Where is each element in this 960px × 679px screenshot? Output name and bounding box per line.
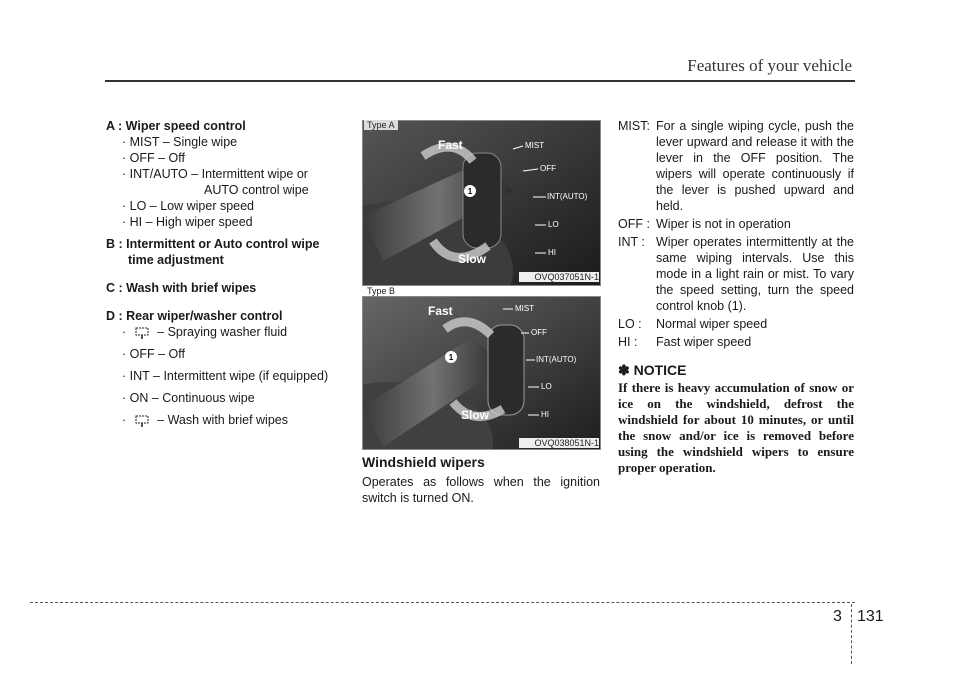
a-item-off: · OFF – Off (122, 151, 185, 165)
def-desc: Wiper operates intermittently at the same wiping intervals. Use this mode in a light rain or mist. To vary the speed setting, turn the speed control knob (1). (656, 235, 854, 313)
type-b-label: Type B (367, 286, 396, 296)
windshield-wipers-text: Operates as follows when the ignition switch is turned ON. (362, 475, 600, 505)
chapter-number: 3 (833, 608, 842, 625)
def-term: INT : (618, 235, 645, 249)
wiper-lever-photo-type-b (362, 296, 601, 450)
d-item-int: · INT – Intermittent wipe (if equipped) (122, 369, 329, 383)
def-int (618, 234, 854, 314)
def-mist (618, 118, 854, 214)
type-a-label: Type A (364, 120, 398, 130)
a-item-hi: · HI – High wiper speed (122, 215, 253, 229)
int-auto-label: INT(AUTO) (536, 355, 577, 364)
int-auto-label: INT(AUTO) (547, 192, 588, 201)
caption-a: OVQ037051N-1 (519, 272, 599, 282)
mist-label: MIST (515, 304, 535, 313)
def-term: MIST: (618, 119, 650, 133)
slow-label: Slow (458, 252, 487, 266)
section-b-heading: B : Intermittent or Auto control wipe (106, 237, 320, 251)
slow-label: Slow (461, 408, 490, 422)
def-term: OFF : (618, 217, 650, 231)
a-item-int: · INT/AUTO – Intermittent wipe or (122, 167, 308, 181)
d-item-spray (106, 324, 346, 340)
def-off (618, 216, 854, 232)
lo-label: LO (548, 220, 559, 229)
hi-label: HI (548, 248, 556, 257)
d-item-spray-label: – Spraying washer fluid (157, 325, 288, 339)
def-lo (618, 316, 854, 332)
header-title: Features of your vehicle (687, 56, 852, 75)
footer-rule (30, 602, 855, 603)
d-item-on: · ON – Continuous wipe (122, 391, 255, 405)
a-item-mist: · MIST – Single wipe (122, 135, 238, 149)
off-label: OFF (540, 164, 556, 173)
d-item-dot: · (122, 325, 127, 339)
fast-label: Fast (428, 304, 453, 318)
def-desc: Normal wiper speed (656, 317, 768, 331)
d-item-wash (106, 412, 346, 428)
def-term: LO : (618, 317, 642, 331)
speed-knob-badge: 1 (448, 353, 454, 362)
off-label: OFF (531, 328, 547, 337)
hi-label: HI (541, 410, 549, 419)
lo-label: LO (541, 382, 552, 391)
footer-separator (851, 604, 852, 664)
windshield-wipers-heading: Windshield wipers (362, 454, 485, 470)
def-term: HI : (618, 335, 638, 349)
d-item-off: · OFF – Off (122, 347, 185, 361)
section-a-heading: A : Wiper speed control (106, 119, 246, 133)
section-d-heading: D : Rear wiper/washer control (106, 309, 283, 323)
wiper-controls-list (106, 118, 346, 428)
wiper-lever-photo-type-a (362, 120, 601, 286)
a-item-lo: · LO – Low wiper speed (122, 199, 255, 213)
speed-knob-badge: 1 (467, 187, 473, 196)
washer-icon (134, 326, 150, 340)
section-b-heading-cont: time adjustment (128, 253, 224, 267)
header-rule (105, 80, 855, 82)
d-item-wash-label: – Wash with brief wipes (157, 413, 288, 427)
def-desc: Wiper is not in operation (656, 217, 791, 231)
a-item-int-cont: AUTO control wipe (204, 183, 309, 197)
notice-heading: ✽ NOTICE (618, 362, 687, 378)
washer-icon (134, 414, 150, 428)
d-item-dot: · (122, 413, 127, 427)
notice-text: If there is heavy accumulation of snow or ice on the windshield, defrost the windshield for about 10 minutes, or until the snow and/or ice is removed before using the windshield wipers to ensure proper operation. (618, 380, 854, 475)
def-desc: Fast wiper speed (656, 335, 752, 349)
page-number: 131 (857, 608, 884, 625)
wiper-mode-definitions (618, 118, 854, 476)
fast-label: Fast (438, 138, 463, 152)
caption-b: OVQ038051N-1 (519, 438, 599, 448)
mist-label: MIST (525, 141, 545, 150)
section-c-heading: C : Wash with brief wipes (106, 281, 257, 295)
def-desc: For a single wiping cycle, push the lever upward and release it with the lever in the OFF position. The wipers will operate continuously if the lever is pushed upward and held. (656, 119, 854, 213)
def-hi (618, 334, 854, 350)
